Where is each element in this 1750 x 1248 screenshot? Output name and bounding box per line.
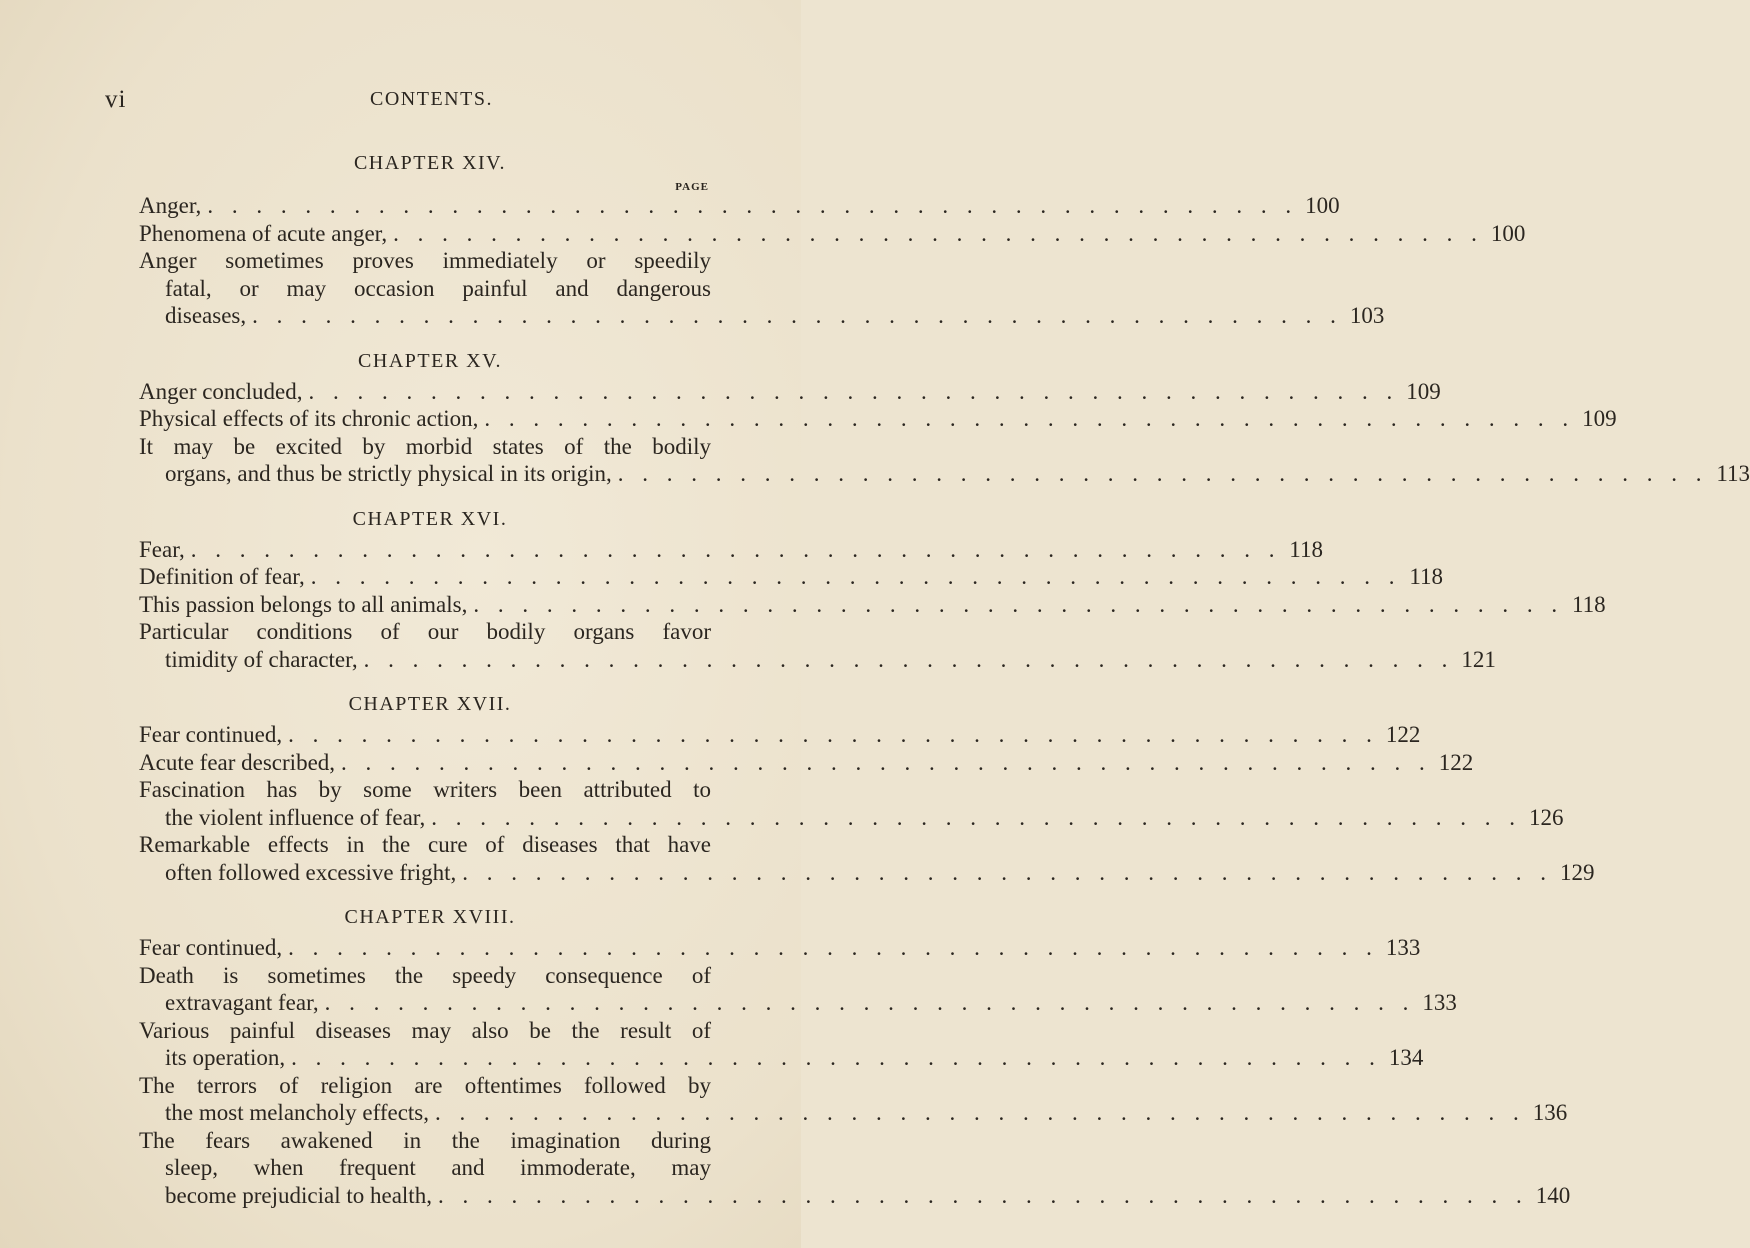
contents-entry — [139, 1127, 1571, 1210]
running-title: CONTENTS. — [370, 88, 493, 110]
entry-line — [139, 563, 1444, 591]
contents-entry — [139, 536, 1323, 564]
entry-line — [139, 1099, 1568, 1127]
dot-leader: . . . . . . . . . . . . . . . . . . . . . . . . . . . . . . . . . . . . . . . . . . . . . — [462, 859, 1553, 885]
dot-leader: . . . . . . . . . . . . . . . . . . . . . . . . . . . . . . . . . . . . . . . . . . . . . — [363, 646, 1454, 672]
entry-line — [139, 275, 711, 303]
entry-line — [139, 646, 1496, 674]
contents-entry — [139, 618, 1496, 673]
entry-line — [139, 1154, 711, 1182]
entry-text: organs, and thus be strictly physical in its origin, — [165, 461, 612, 486]
dot-leader: . . . . . . . . . . . . . . . . . . . . . . . . . . . . . . . . . . . . . . . . . . . . . — [288, 935, 1379, 960]
entry-text: the most melancholy effects, — [165, 1100, 429, 1125]
dot-leader: . . . . . . . . . . . . . . . . . . . . . . . . . . . . . . . . . . . . . . . . . . . . . — [435, 1100, 1526, 1125]
entry-text: Fear continued, — [139, 722, 283, 747]
contents-list — [139, 150, 1750, 1227]
contents-entry — [139, 776, 1564, 831]
entry-text: Physical effects of its chronic action, — [139, 406, 479, 431]
page-folio: vi — [105, 86, 127, 113]
entry-text: diseases, — [165, 303, 247, 328]
contents-entry — [139, 591, 1606, 619]
entry-line — [139, 1072, 711, 1100]
contents-entry — [139, 247, 1385, 330]
page-number: 126 — [1529, 804, 1564, 830]
entry-text: Fear, — [139, 536, 185, 562]
page-number: 133 — [1422, 990, 1457, 1015]
page-number: 121 — [1461, 646, 1496, 672]
contents-entry — [139, 405, 1617, 433]
entry-line — [139, 1182, 1571, 1210]
dot-leader: . . . . . . . . . . . . . . . . . . . . . . . . . . . . . . . . . . . . . . . . . . . . . — [190, 536, 1281, 562]
entry-text: Fear continued, — [139, 935, 283, 960]
page-number: 136 — [1532, 1100, 1568, 1125]
entry-text: fatal, or may occasion painful and dangerous — [165, 275, 711, 301]
dot-leader: . . . . . . . . . . . . . . . . . . . . . . . . . . . . . . . . . . . . . . . . . . . . . — [341, 749, 1432, 775]
entry-text: Remarkable effects in the cure of diseases that have — [139, 832, 711, 857]
entry-line — [139, 591, 1606, 619]
entry-line — [139, 192, 1340, 220]
contents-entry — [139, 721, 1421, 749]
dot-leader: . . . . . . . . . . . . . . . . . . . . . . . . . . . . . . . . . . . . . . . . . . . . . — [393, 220, 1484, 246]
chapter-block — [139, 691, 1595, 886]
entry-line — [139, 536, 1323, 564]
dot-leader: . . . . . . . . . . . . . . . . . . . . . . . . . . . . . . . . . . . . . . . . . . . . . — [288, 722, 1379, 747]
entry-line — [139, 1127, 711, 1155]
contents-entry — [139, 1017, 1424, 1072]
entry-line — [139, 460, 1750, 488]
entry-text: Definition of fear, — [139, 564, 305, 589]
entry-line — [139, 721, 1421, 749]
chapter-block — [139, 150, 1526, 330]
dot-leader: . . . . . . . . . . . . . . . . . . . . . . . . . . . . . . . . . . . . . . . . . . . . . — [291, 1045, 1382, 1070]
contents-entry — [139, 220, 1526, 248]
entry-line — [139, 776, 711, 804]
page-number: 113 — [1716, 461, 1750, 486]
contents-entry — [139, 192, 1340, 220]
entry-text: become prejudicial to health, — [165, 1182, 432, 1208]
contents-entry — [139, 433, 1750, 488]
chapter-title: CHAPTER XVII. — [348, 693, 512, 715]
entry-line — [139, 934, 1421, 962]
chapter-block — [139, 904, 1571, 1209]
entry-text: Particular conditions of our bodily organs favor — [139, 619, 711, 644]
entry-text: It may be excited by morbid states of the bodily — [139, 433, 711, 459]
page-number: 129 — [1560, 859, 1595, 885]
entry-line — [139, 618, 711, 646]
entry-text: This passion belongs to all animals, — [139, 591, 468, 617]
entry-text: The fears awakened in the imagination during — [139, 1127, 711, 1153]
entry-line — [139, 989, 1457, 1017]
entry-text: Acute fear described, — [139, 749, 336, 775]
page-number: 133 — [1385, 935, 1421, 960]
page-number: 109 — [1582, 406, 1617, 431]
entry-line — [139, 433, 711, 461]
contents-entry — [139, 563, 1444, 591]
page-column-label: PAGE — [675, 181, 709, 193]
dot-leader: . . . . . . . . . . . . . . . . . . . . . . . . . . . . . . . . . . . . . . . . . . . . . — [437, 1182, 1529, 1208]
entry-line — [139, 220, 1526, 248]
dot-leader: . . . . . . . . . . . . . . . . . . . . . . . . . . . . . . . . . . . . . . . . . . . . . — [484, 406, 1575, 431]
entry-line — [139, 378, 1441, 406]
entry-text: often followed excessive fright, — [165, 859, 457, 885]
page-number: 122 — [1438, 749, 1474, 775]
contents-entry — [139, 749, 1474, 777]
entry-text: Fascination has by some writers been attributed to — [139, 777, 711, 802]
chapter-block — [139, 348, 1750, 488]
entry-line — [139, 749, 1474, 777]
page-number: 134 — [1388, 1045, 1424, 1070]
entry-line — [139, 1044, 1424, 1072]
entry-text: extravagant fear, — [165, 990, 319, 1015]
running-head — [105, 86, 705, 116]
dot-leader: . . . . . . . . . . . . . . . . . . . . . . . . . . . . . . . . . . . . . . . . . . . . . — [310, 564, 1402, 589]
entry-line — [139, 831, 711, 859]
dot-leader: . . . . . . . . . . . . . . . . . . . . . . . . . . . . . . . . . . . . . . . . . . . . . — [308, 378, 1399, 404]
entry-text: Phenomena of acute anger, — [139, 220, 388, 246]
dot-leader: . . . . . . . . . . . . . . . . . . . . . . . . . . . . . . . . . . . . . . . . . . . . . — [617, 461, 1708, 486]
dot-leader: . . . . . . . . . . . . . . . . . . . . . . . . . . . . . . . . . . . . . . . . . . . . . — [324, 990, 1415, 1015]
page-number: 103 — [1349, 303, 1385, 328]
contents-entry — [139, 962, 1457, 1017]
dot-leader: . . . . . . . . . . . . . . . . . . . . . . . . . . . . . . . . . . . . . . . . . . . . . — [207, 193, 1298, 218]
entry-line — [139, 962, 711, 990]
entry-line — [139, 859, 1595, 887]
entry-text: its operation, — [165, 1045, 286, 1070]
entry-text: the violent influence of fear, — [165, 804, 426, 830]
entry-text: The terrors of religion are oftentimes followed by — [139, 1072, 711, 1098]
entry-line — [139, 1017, 711, 1045]
contents-entry — [139, 934, 1421, 962]
dot-leader: . . . . . . . . . . . . . . . . . . . . . . . . . . . . . . . . . . . . . . . . . . . . . — [431, 804, 1522, 830]
entry-line — [139, 405, 1617, 433]
chapter-title: CHAPTER XIV. — [353, 152, 507, 174]
entry-text: Various painful diseases may also be the result of — [139, 1017, 711, 1043]
page-number: 122 — [1385, 722, 1421, 747]
contents-entry — [139, 378, 1441, 406]
dot-leader: . . . . . . . . . . . . . . . . . . . . . . . . . . . . . . . . . . . . . . . . . . . . . — [252, 303, 1343, 328]
page-number: 118 — [1571, 591, 1606, 617]
entry-text: Anger, — [139, 193, 202, 218]
entry-text: Death is sometimes the speedy consequence of — [139, 962, 711, 988]
entry-text: Anger concluded, — [139, 378, 303, 404]
page-number: 118 — [1409, 564, 1444, 589]
entry-text: Anger sometimes proves immediately or speedily — [139, 248, 711, 273]
chapter-title: CHAPTER XV. — [358, 349, 502, 372]
chapter-title: CHAPTER XVI. — [352, 507, 508, 530]
dot-leader: . . . . . . . . . . . . . . . . . . . . . . . . . . . . . . . . . . . . . . . . . . . . . — [473, 591, 1564, 617]
page-number: 100 — [1490, 220, 1526, 246]
entry-text: timidity of character, — [165, 646, 358, 672]
page-number: 118 — [1289, 536, 1323, 562]
chapter-block — [139, 506, 1606, 674]
chapter-title: CHAPTER XVIII. — [344, 906, 516, 928]
entry-line — [139, 302, 1385, 330]
entry-text: sleep, when frequent and immoderate, may — [165, 1155, 711, 1180]
entry-line — [139, 804, 1564, 832]
contents-entry — [139, 831, 1595, 886]
contents-entry — [139, 1072, 1568, 1127]
entry-line — [139, 247, 711, 275]
page-number: 109 — [1406, 378, 1441, 404]
page-number: 140 — [1535, 1182, 1571, 1208]
page-number: 100 — [1305, 193, 1340, 218]
